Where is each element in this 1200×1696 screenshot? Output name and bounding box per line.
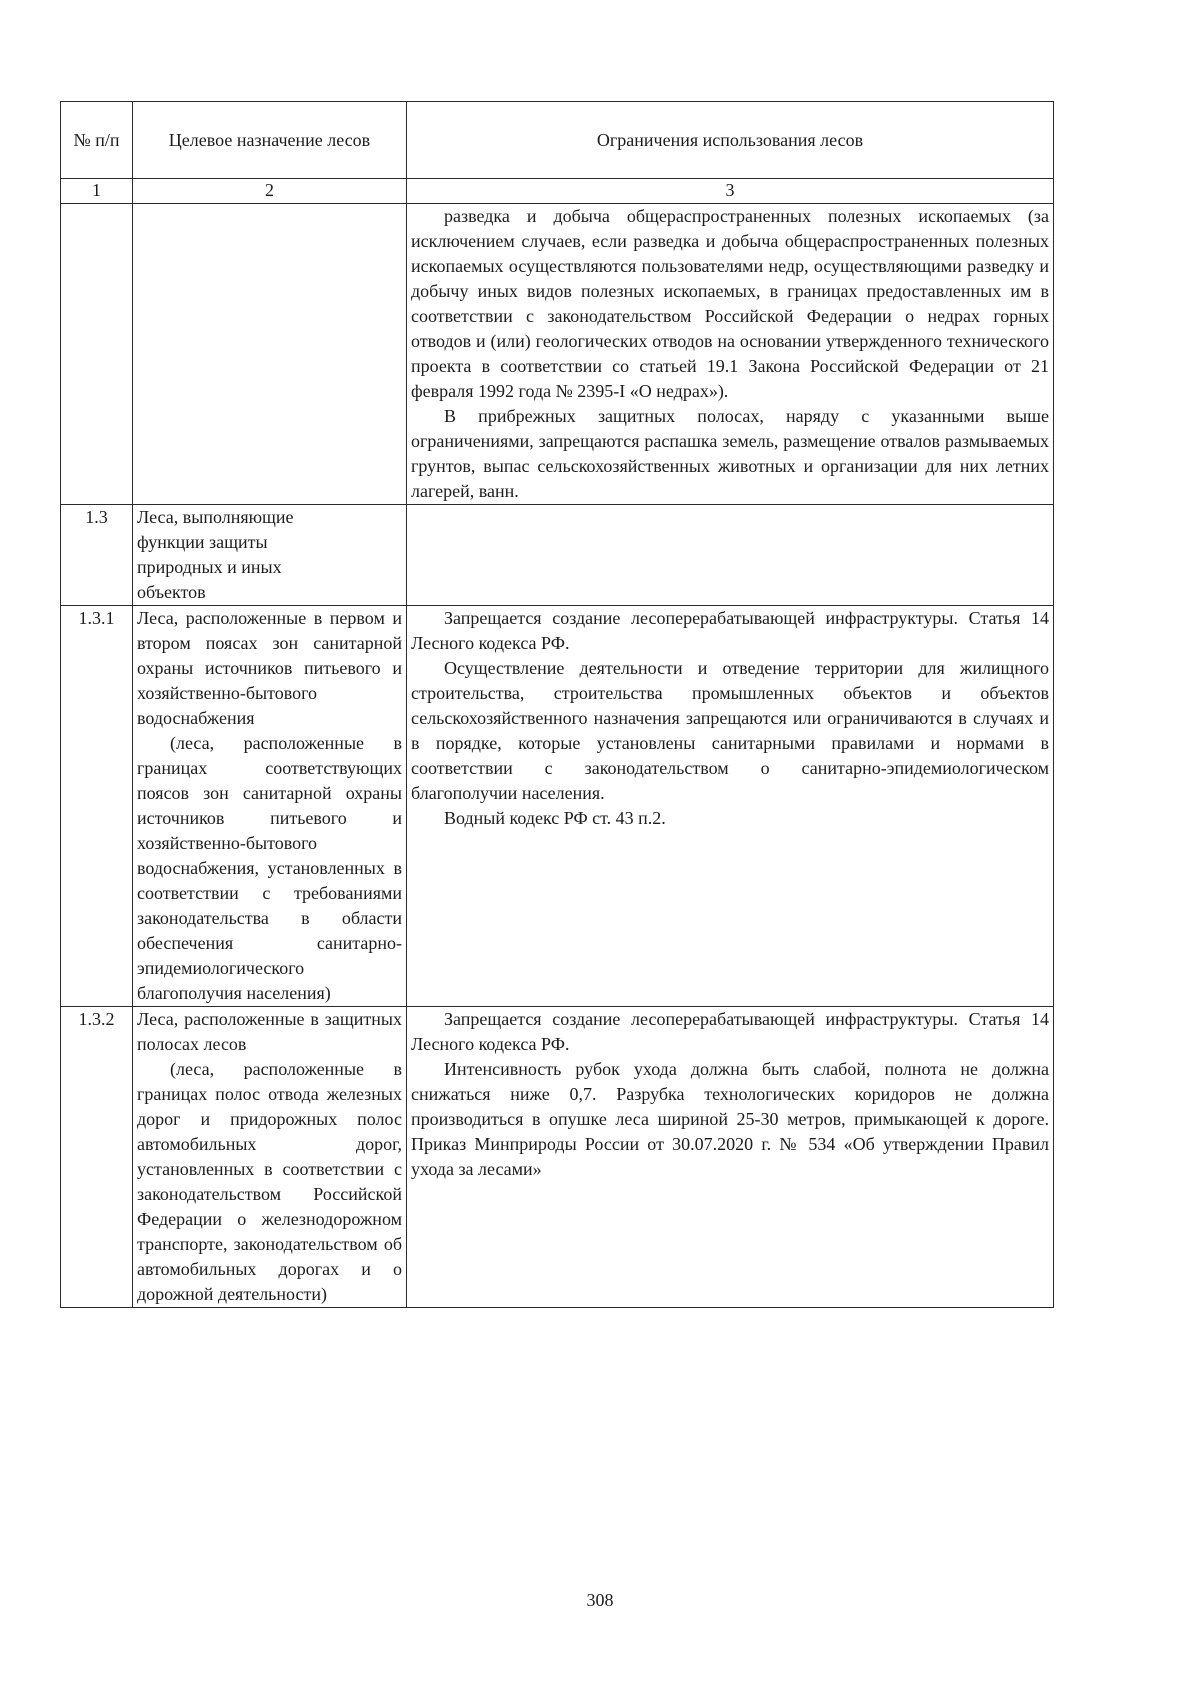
row-number: 1.3.1 (61, 606, 133, 1007)
column-number: 2 (133, 179, 407, 204)
row-restrictions (407, 1007, 1054, 1308)
row-purpose (133, 505, 407, 606)
header-purpose: Целевое назначение лесов (133, 102, 407, 179)
row-restrictions (407, 204, 1054, 505)
restriction-paragraph: В прибрежных защитных полосах, наряду с указанными выше ограничениями, запрещаются распашка земель, размещение отвалов размываемых грунтов, выпас сельскохозяйственных животных и организации для них летних лагерей, ванн. (411, 406, 1049, 501)
purpose-paragraph: Леса, расположенные в первом и втором поясах зон санитарной охраны источников питьевого и хозяйственно-бытового водоснабжения (137, 608, 402, 728)
header-restrictions: Ограничения использования лесов (407, 102, 1054, 179)
purpose-paragraph: Леса, расположенные в защитных полосах лесов (137, 1009, 402, 1054)
row-number (61, 204, 133, 505)
table-row (61, 1007, 1054, 1308)
row-number: 1.3.2 (61, 1007, 133, 1308)
table-header-row (61, 102, 1054, 179)
row-number: 1.3 (61, 505, 133, 606)
table-row (61, 204, 1054, 505)
row-purpose (133, 1007, 407, 1308)
header-number: № п/п (61, 102, 133, 179)
restriction-paragraph: Осуществление деятельности и отведение территории для жилищного строительства, строительства промышленных объектов и объектов сельскохозяйственного назначения запрещаются или ограничиваются в случаях и в порядке, которые установлены санитарными правилами и нормами в соответствии с законодательством о санитарно-эпидемиологическом благополучии населения. (411, 658, 1049, 803)
row-purpose (133, 606, 407, 1007)
table-row (61, 505, 1054, 606)
restriction-paragraph: Запрещается создание лесоперерабатывающей инфраструктуры. Статья 14 Лесного кодекса РФ. (411, 608, 1049, 653)
forest-restrictions-table (60, 101, 1054, 1308)
table-row (61, 606, 1054, 1007)
column-number: 1 (61, 179, 133, 204)
purpose-paragraph: Леса, выполняющие функции защиты природных и иных объектов (137, 507, 294, 602)
column-number-row (61, 179, 1054, 204)
purpose-paragraph: (леса, расположенные в границах соответствующих поясов зон санитарной охраны источников питьевого и хозяйственно-бытового водоснабжения, установленных в соответствии с требованиями законодательства в области обеспечения санитарно-эпидемиологического благополучия населения) (137, 733, 402, 1003)
row-purpose (133, 204, 407, 505)
column-number: 3 (407, 179, 1054, 204)
row-restrictions (407, 606, 1054, 1007)
restriction-paragraph: разведка и добыча общераспространенных полезных ископаемых (за исключением случаев, если разведка и добыча общераспространенных полезных ископаемых осуществляются пользователями недр, осуществляющими разведку и добычу иных видов полезных ископаемых, в границах предоставленных им в соответствии с законодательством Российской Федерации о недрах горных отводов и (или) геологических отводов на основании утвержденного технического проекта в соответствии со статьей 19.1 Закона Российской Федерации от 21 февраля 1992 года № 2395-I «О недрах»). (411, 206, 1049, 401)
restriction-paragraph: Запрещается создание лесоперерабатывающей инфраструктуры. Статья 14 Лесного кодекса РФ. (411, 1009, 1049, 1054)
page-number: 308 (586, 1590, 614, 1610)
row-restrictions (407, 505, 1054, 606)
restriction-paragraph: Интенсивность рубок ухода должна быть слабой, полнота не должна снижаться ниже 0,7. Разрубка технологических коридоров не должна производиться в опушке леса шириной 25-30 метров, примыкающей к дороге. Приказ Минприроды России от 30.07.2020 г. № 534 «Об утверждении Правил ухода за лесами» (411, 1059, 1049, 1179)
purpose-paragraph: (леса, расположенные в границах полос отвода железных дорог и придорожных полос автомобильных дорог, установленных в соответствии с законодательством Российской Федерации о железнодорожном транспорте, законодательством об автомобильных дорогах и о дорожной деятельности) (137, 1059, 402, 1304)
restriction-paragraph: Водный кодекс РФ ст. 43 п.2. (444, 808, 666, 828)
